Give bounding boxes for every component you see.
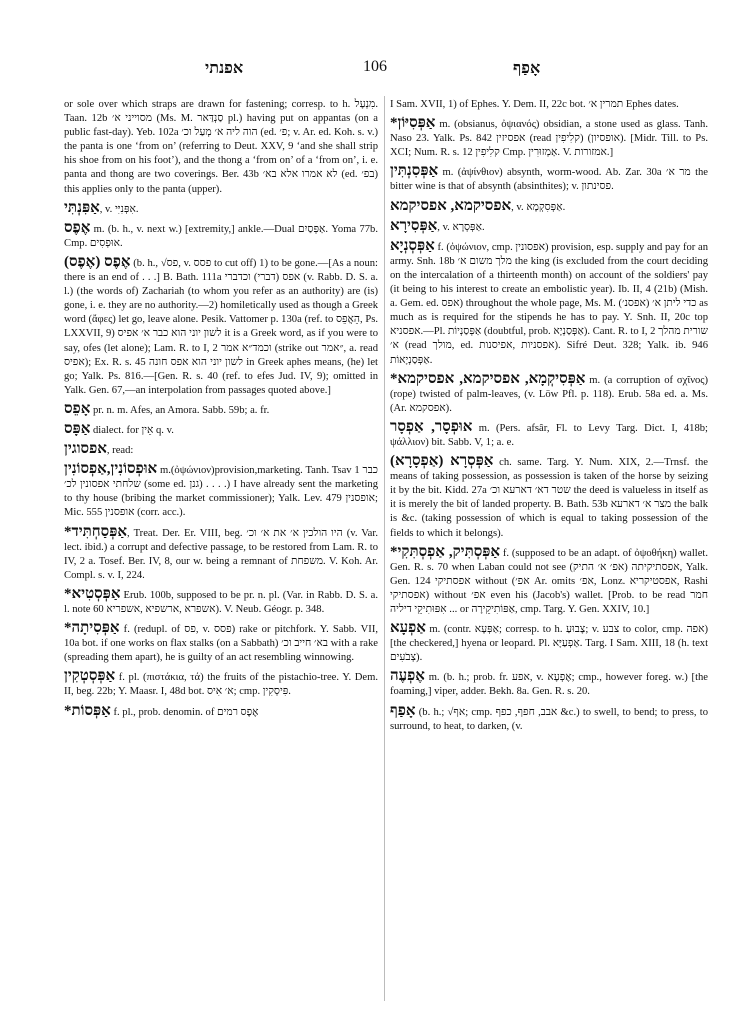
entry-text: m. (b. h., v. next w.) [extremity,] ankle.—Dual אַפְּסַיִם. Yoma 77b. Cmp. אוּפְסִים. [64, 223, 378, 249]
dictionary-entry [390, 418, 708, 450]
entry-headword: אֶפֶס (אֶפֶס) [64, 253, 131, 270]
entry-text: f. (redupl. of פס, v. פסס) rake or pitchfork. Y. Sabb. VII, 10a bot. if one works on flax stalks (on a Sabbath) בא׳ חייב וכ׳ with a rake (spreading them apart), he is guilty of an act resembling winnowing. [64, 624, 378, 664]
dictionary-entry [390, 237, 708, 368]
dictionary-entry [390, 162, 708, 194]
dictionary-entry [64, 400, 378, 418]
entry-headword: *אַפְּסִיתָה [64, 620, 120, 637]
entry-headword: אוּפְסָר, אַפְסָר [390, 418, 473, 435]
entry-headword: אָפֵס [64, 400, 91, 417]
entry-headword: אֶפֶס [64, 219, 91, 236]
entry-text: f. pl., prob. denomin. of אֶפֶס רמים [110, 706, 259, 718]
dictionary-entry [64, 440, 378, 458]
dictionary-entry [390, 217, 708, 235]
entry-headword: אֶפְעֶה [390, 668, 425, 685]
entry-text: m. (ἀψίνθιον) absynth, worm-wood. Ab. Zar. 30a מר א׳ the bitter wine is that of absynth (absinthites); v. פסינתון. [390, 167, 708, 193]
entry-headword: אַפְעָא [390, 620, 426, 637]
dictionary-entry [390, 197, 708, 215]
column-divider [384, 96, 385, 1001]
dictionary-entry [64, 667, 378, 699]
entry-text: , v. אִפְּנִיִּי. [99, 203, 139, 215]
entry-text: I Sam. XVII, 1) of Ephes. Y. Dem. II, 22c bot. תמרין א׳ Ephes dates. [390, 99, 679, 110]
entry-text: m. (Pers. afsâr, Fl. to Levy Targ. Dict. I, 418b; ψάλλιον) bit. Sabb. V, 1; a. e. [390, 422, 708, 448]
entry-text: , v. אַפְּסִקְמָא. [511, 201, 566, 213]
dictionary-entry [390, 452, 708, 541]
entry-headword: *אַפְּסְטִיא [64, 585, 121, 602]
dictionary-entry [64, 420, 378, 438]
entry-text: or sole over which straps are drawn for fastening; corresp. to h. מִנְעָל. Taan. 12b מסוייני א׳ (Ms. M. סַנְדַּאר pl.) having put on appantas (on a public fast-day). Yeb. 102a הוה ליה א׳ מְעַל וכ׳ (ed. פ׳; v. Ar. ed. Koh. s. v.) the panta is one ‘from on’ (referring to Deut. XXV, 9 ‘and she shall strip his shoe from on his foot’), and the thong a ‘from on’ of a ‘from on’, i. e. panta and thong are two coverings. Ber. 43b לא אמרו אלא בא׳ (ed. בפ׳) this applies only to the panta (upper). [64, 99, 378, 195]
entry-text: , Treat. Der. Er. VIII, beg. היו הולכין א׳ את א׳ וכ׳ (v. Var. lect. ibid.) a corrupt and defective passage, to be restored from Lam. R. to IV, 2 a. Tosef. Ber. IV, 8, our w. being a remnant of משפחת. V. Koh. Ar. Compl. s. v. I, 224. [64, 527, 378, 581]
dictionary-entry [64, 619, 378, 665]
entry-headword: אַפְּסִירָא [390, 217, 438, 234]
entry-headword: *אַפְּסַחְתִּיד [64, 523, 127, 540]
header-left-word: אפנתי [205, 60, 244, 77]
entry-text: Erub. 100b, supposed to be pr. n. pl. (Var. in Rabb. D. S. a. l. note 60 אשפרא ,ארשפיא ,אשפריא). V. Neub. Géogr. p. 348. [64, 589, 378, 615]
page-number: 106 [363, 58, 387, 75]
entry-text: , read: [106, 445, 134, 457]
entry-headword: *אַפְּסִיּוֹן [390, 115, 436, 132]
entry-text: m.(ὀψώνιον)provision,marketing. Tanh. Tsav 1 כבר שלחתי אפסונין לכ׳ (some ed. גנן) . . . .) I have already sent the marketing to thy house (bribing the market commissioner); Yalk. Lev. 479 אופסנין; Mic. 555 אופסנין (corr. acc.). [64, 465, 378, 519]
dictionary-entry [64, 199, 378, 217]
entry-headword: *אַפְּסוֹת [64, 702, 111, 719]
dictionary-entry [64, 460, 378, 520]
dictionary-entry [390, 370, 708, 416]
entry-text: m. (obsianus, ὀψιανός) obsidian, a stone used as glass. Tanh. Naso 23. Yalk. Ps. 842 אפסיזין (read קלִיפִין) (אופסיון). [Midr. Till. to Ps. XCI; Num. R. s. 12 קלִיפִין Cmp. אַמְזוּרִין. V. אמזורות.] [390, 119, 708, 159]
entry-text: dialect. for אֵין q. v. [90, 424, 174, 436]
entry-text: m. (b. h.; prob. fr. אפע, v. אֶפְעָא; cmp., however foreg. w.) [the foaming,] viper, adder. Bekh. 8a. Gen. R. s. 20. [390, 672, 708, 698]
entry-text: f. (ὀψώνιον, cmp. אפסונין) provision, esp. supply and pay for an army. Snh. 18b מלך משום א׳ the king (is excluded from the court deciding on the intercalation of a thirteenth month) on account of the soldiers' pay (it being to his interest to create an embolistic year). Ib. II, 4 (21b) (Mish. a. Gem. ed. אפס) throughout the whole page, Ms. M. (אפסנ׳) כדי ליתן א׳ as much as is required for the stipends he has to pay. Y. Snh. II, 20c top אפסניא.—Pl. אַפְּסַנְיוֹת (doubtful, prob. אַפְּסַנְיָא). Cant. R. to I, 2 שורית מהלך א׳ (read מולך, ed. אפסניות ,אפיסנות). Sifré Deut. 328; Yalk. ib. 946 אַפְּסַנְיָאוֹת. [390, 241, 708, 366]
entry-headword: אוּפְסוֹנִין,אַפְסוֹנִין [64, 461, 158, 478]
entry-headword: (אַפְסָרָא) אַפְּסְרָא [390, 453, 494, 470]
entry-text: , v. אַפְּסְרָא. [437, 221, 485, 233]
dictionary-entry [64, 702, 378, 720]
dictionary-entry [390, 114, 708, 160]
entry-text: f. (supposed to be an adapt. of ὀψοθήκη) wallet. Gen. R. s. 70 when Laban could not see (אפ׳ א׳ התיק) אפסתיקיתה, Yalk. Gen. 124 אפסתיקי without (אפ׳ Ar. omits אפ׳, Lonz. אפסטיקריא, Rashi אפסתיקי) without אפ׳ even his (Jacob's) wallet. [Prob. to be read חמר אִפּוּתִיקֵי דיליה ... or אַפּוֹתִיקֵירָה, cmp. Targ. Y. Gen. XXIV, 10.] [390, 547, 708, 615]
dictionary-entry [64, 253, 378, 398]
dictionary-entry [390, 667, 708, 699]
entry-text: m. (a corruption of σχῖνος) (rope) twisted of palm-leaves, (v. Löw Pfl. p. 118). Erub. 58a ed. a. Ms. (Ar. אפסקמא). [390, 374, 708, 414]
entry-text: (b. h., √פס, v. פסס to cut off) 1) to be gone.—[As a noun: there is an end of . . .] B. Bath. 111a אפס (דברי) וכדברי (v. Rabb. D. S. a. l.) (the words of) Zachariah (to whom you refer as an authority) are (is) gone, i. e. they are no authority.—2) homiletically used as though a Greek word (ἄφες) let go, leave alone. Pesik. Vattomer p. 130a (ref. to הֵאֲפֵס, Ps. LXXVII, 9) לשון יוני הוא כבר א׳ אפיס it is a Greek word, as if you were to say, ofes (let alone); Lam. R. to I, 2 וכמד״א אמר (strike out ״אמר, a. read אפיס); Ex. R. s. 45 לשון יוני הוא אפס חונה in Greek aphes means, (he) let go; Yalk. Ps. 816.—[Gen. R. s. 40 (ref. to efes Jud. IV, 9); omitted in Yalk. Gen. 67,—an interpolation from passages quoted above.] [64, 257, 378, 396]
entry-text: pr. n. m. Afes, an Amora. Sabb. 59b; a. fr. [90, 404, 270, 416]
dictionary-entry [390, 94, 708, 112]
entry-headword: אַפְּסִנְתִּין [390, 163, 439, 180]
left-column [64, 94, 378, 1006]
entry-headword: אפסוגין [64, 441, 107, 458]
dictionary-entry [390, 702, 708, 734]
entry-headword: אַפְּסְנְיָא [390, 237, 435, 254]
dictionary-entry [390, 543, 708, 617]
entry-headword: *אַפְּסְתִּיק, אַפְסְתִּקִי [390, 543, 501, 560]
entry-text: ch. same. Targ. Y. Num. XIX, 2.—Trnsf. the means of taking possession, as possession is taken of the horse by seizing it by the bit. Kidd. 27a שטר דא׳ דארעא וכ׳ the deed is valueless in itself as it is merely the bit of landed property. B. Bath. 53b מצר א׳ דארעא the balk is &c. (taking possession of which is equal to taking possession of the fields to which it belongs). [390, 457, 708, 539]
dictionary-entry [64, 523, 378, 583]
entry-headword: *אַפְּסִיקְמָא, אפסיקמא, אפסיקמא [390, 370, 586, 387]
entry-headword: אָפַף [390, 702, 416, 719]
right-column [390, 94, 708, 1006]
dictionary-entry [64, 219, 378, 251]
page-header [0, 58, 750, 82]
entry-text: f. pl. (πιστάκια, τά) the fruits of the pistachio-tree. Y. Dem. II, beg. 22b; Y. Maasr. I, 48d bot. א׳ אִיס; cmp. פִּיסְקִין. [64, 672, 378, 698]
entry-text: m. (contr. אַפְּעָא; corresp. to h. צָבוּעַ; v. צבע to color, cmp. אפה) [the checkered,] hyena or leopard. Pl. אַפְעַיָּא. Targ. I Sam. XIII, 18 (h. text צְבֹעִים). [390, 624, 708, 664]
entry-headword: אַפִּנְתִּי [64, 199, 100, 216]
header-right-word: אָפַף [513, 60, 541, 77]
entry-text: (b. h.; √אף; cmp. אבב, חפף, כפף &c.) to swell, to bend; to press, to surround, to heat, to darken, (v. [390, 706, 708, 732]
dictionary-entry [64, 585, 378, 617]
entry-headword: אַפָּס [64, 420, 91, 437]
entry-headword: אַפְּסְטְקִין [64, 668, 116, 685]
dictionary-entry [390, 619, 708, 665]
entry-headword: אפסיקמא, אפסיקמא [390, 197, 512, 214]
dictionary-entry [64, 94, 378, 197]
